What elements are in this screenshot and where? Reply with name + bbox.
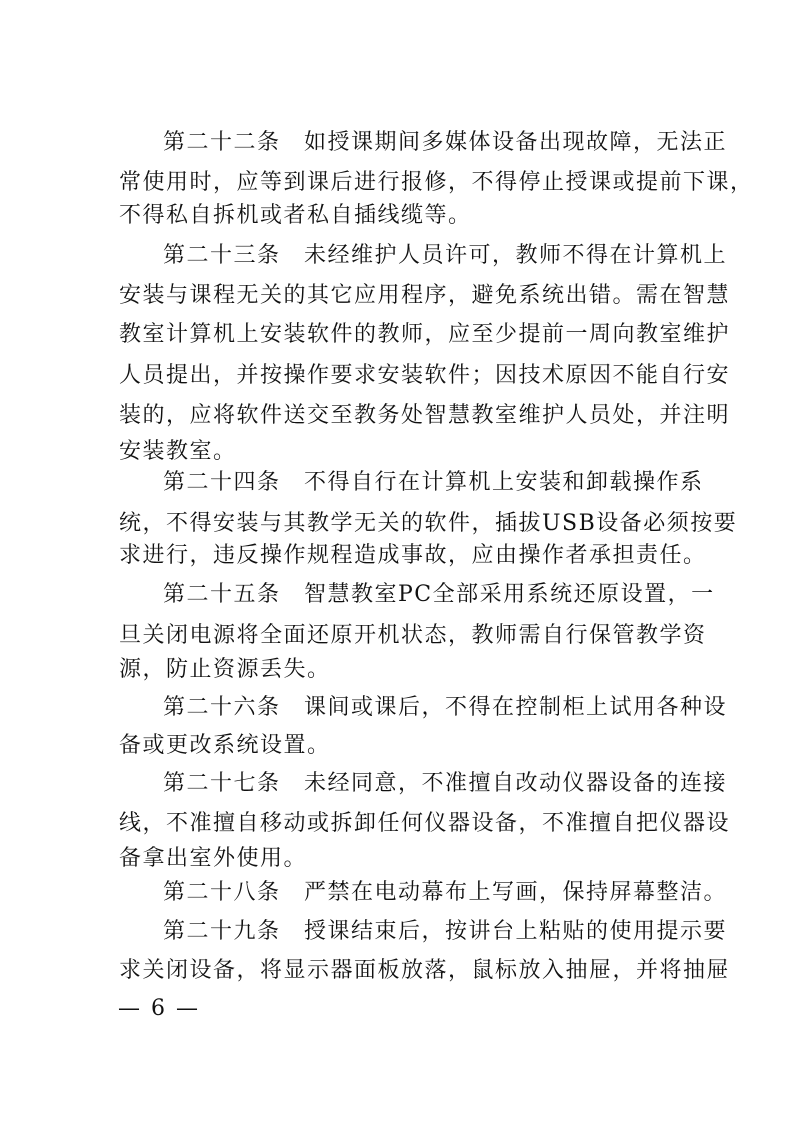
text-line: 旦关闭电源将全面还原开机状态，教师需自行保管教学资 [119,623,707,648]
text-line: 备拿出室外使用。 [119,846,308,871]
text-line: 装的，应将软件送交至教务处智慧教室维护人员处，并注明 [119,403,731,428]
text-line: 统，不得安装与其教学无关的软件，插拔USB设备必须按要 [119,511,738,536]
text-line: 人员提出，并按操作要求安装软件；因技术原因不能自行安 [119,363,731,388]
text-line: 安装教室。 [119,439,237,464]
text-line: 求进行，违反操作规程造成事故，应由操作者承担责任。 [119,543,707,568]
text-line: 不得私自拆机或者私自插线缆等。 [119,203,472,228]
text-line: 第二十八条 严禁在电动幕布上写画，保持屏幕整洁。 [163,880,728,905]
text-line: 备或更改系统设置。 [119,733,331,758]
text-line: 教室计算机上安装软件的教师，应至少提前一周向教室维护 [119,322,731,347]
text-line: 第二十三条 未经维护人员许可，教师不得在计算机上 [163,243,728,268]
text-line: 第二十九条 授课结束后，按讲台上粘贴的使用提示要 [163,919,728,944]
text-line: 求关闭设备，将显示器面板放落，鼠标放入抽屉，并将抽屉 [119,958,731,983]
text-line: 第二十二条 如授课期间多媒体设备出现故障，无法正 [163,130,728,155]
text-line: 第二十六条 课间或课后，不得在控制柜上试用各种设 [163,695,728,720]
text-line: 源，防止资源丢失。 [119,657,331,682]
text-line: 第二十七条 未经同意，不准擅自改动仪器设备的连接 [163,771,728,796]
text-line: 常使用时，应等到课后进行报修，不得停止授课或提前下课， [119,170,754,195]
text-line: 线，不准擅自移动或拆卸任何仪器设备，不准擅自把仪器设 [119,811,731,836]
text-line: 第二十四条 不得自行在计算机上安装和卸载操作系 [163,470,704,495]
text-line: 第二十五条 智慧教室PC全部采用系统还原设置，一 [163,582,715,607]
text-line: 安装与课程无关的其它应用程序，避免系统出错。需在智慧 [119,283,731,308]
page-number: — 6 — [118,996,200,1021]
